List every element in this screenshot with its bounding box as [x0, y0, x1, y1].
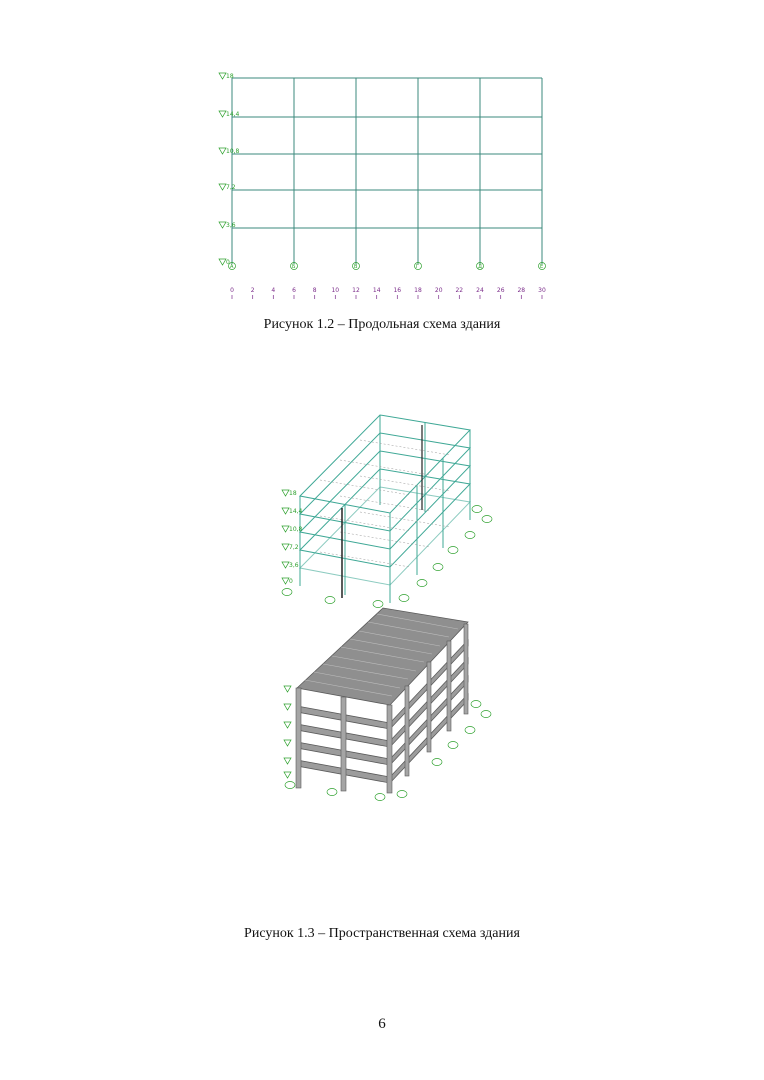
level-mark: [219, 73, 234, 80]
tick-label: 16: [393, 287, 402, 294]
svg-text:0: 0: [226, 259, 230, 266]
level-mark: [219, 111, 240, 118]
axis-marker: [465, 532, 475, 539]
tick-label: 6: [292, 287, 296, 294]
tick-label: 26: [496, 287, 505, 294]
axis-marker: [472, 506, 482, 513]
axis-marker: [433, 564, 443, 571]
level-mark: [282, 490, 297, 497]
axis-marker: [373, 601, 383, 608]
svg-text:0: 0: [289, 578, 293, 585]
tick-label: 12: [352, 287, 360, 294]
level-mark: [282, 578, 293, 585]
column-axis-markers: [229, 263, 546, 271]
wireframe-axis-markers: [282, 506, 492, 608]
svg-text:14,4: 14,4: [289, 508, 303, 515]
spatial-solid-model: [284, 608, 491, 801]
svg-text:7,2: 7,2: [289, 544, 299, 551]
svg-text:3,6: 3,6: [289, 562, 299, 569]
figure-1-3-caption: Рисунок 1.3 – Пространственная схема здания: [244, 926, 520, 941]
svg-text:14,4: 14,4: [226, 111, 240, 118]
tick-label: 14: [372, 287, 381, 294]
tick-label: 30: [538, 287, 546, 294]
tick-label: 18: [414, 287, 422, 294]
tick-label: 10: [331, 287, 340, 294]
axis-marker: [229, 263, 236, 271]
level-mark: [282, 562, 299, 569]
axis-marker: [448, 547, 458, 554]
svg-text:Д: Д: [478, 264, 482, 270]
tick-label: 28: [517, 287, 526, 294]
axis-marker: [482, 516, 492, 523]
level-mark: [282, 544, 299, 551]
axis-marker: [415, 263, 422, 271]
svg-text:10,8: 10,8: [289, 526, 303, 533]
axis-marker: [539, 263, 546, 271]
svg-text:7,2: 7,2: [226, 184, 236, 191]
longitudinal-frame-diagram: [219, 73, 546, 299]
tick-label: 8: [312, 287, 317, 294]
axis-marker: [353, 263, 360, 271]
tick-label: 22: [455, 287, 464, 294]
svg-text:Г: Г: [416, 264, 420, 270]
tick-label: 0: [230, 287, 234, 294]
wireframe-level-marks: [282, 490, 303, 585]
svg-text:3,6: 3,6: [226, 222, 236, 229]
spatial-wireframe-diagram: [282, 415, 492, 608]
axis-marker: [325, 597, 335, 604]
svg-text:А: А: [230, 264, 234, 270]
axis-marker: [291, 263, 298, 271]
level-marks: [219, 73, 240, 266]
level-mark: [219, 184, 236, 191]
level-mark: [282, 508, 303, 515]
svg-text:Е: Е: [540, 264, 544, 270]
distance-scale: [230, 287, 546, 299]
axis-marker: [477, 263, 484, 271]
svg-text:18: 18: [226, 73, 234, 80]
level-mark: [282, 526, 303, 533]
axis-marker: [417, 580, 427, 587]
figure-1-2-caption: Рисунок 1.2 – Продольная схема здания: [263, 317, 501, 332]
tick-label: 4: [271, 287, 276, 294]
tick-label: 2: [250, 287, 255, 294]
level-mark: [219, 148, 240, 155]
svg-text:Б: Б: [292, 264, 296, 270]
svg-text:В: В: [354, 264, 358, 270]
svg-text:18: 18: [289, 490, 297, 497]
axis-marker: [399, 595, 409, 602]
page-number: 6: [378, 1016, 386, 1032]
tick-label: 24: [476, 287, 484, 294]
level-mark: [219, 222, 236, 229]
axis-marker: [282, 589, 292, 596]
svg-text:10,8: 10,8: [226, 148, 240, 155]
tick-label: 20: [434, 287, 443, 294]
